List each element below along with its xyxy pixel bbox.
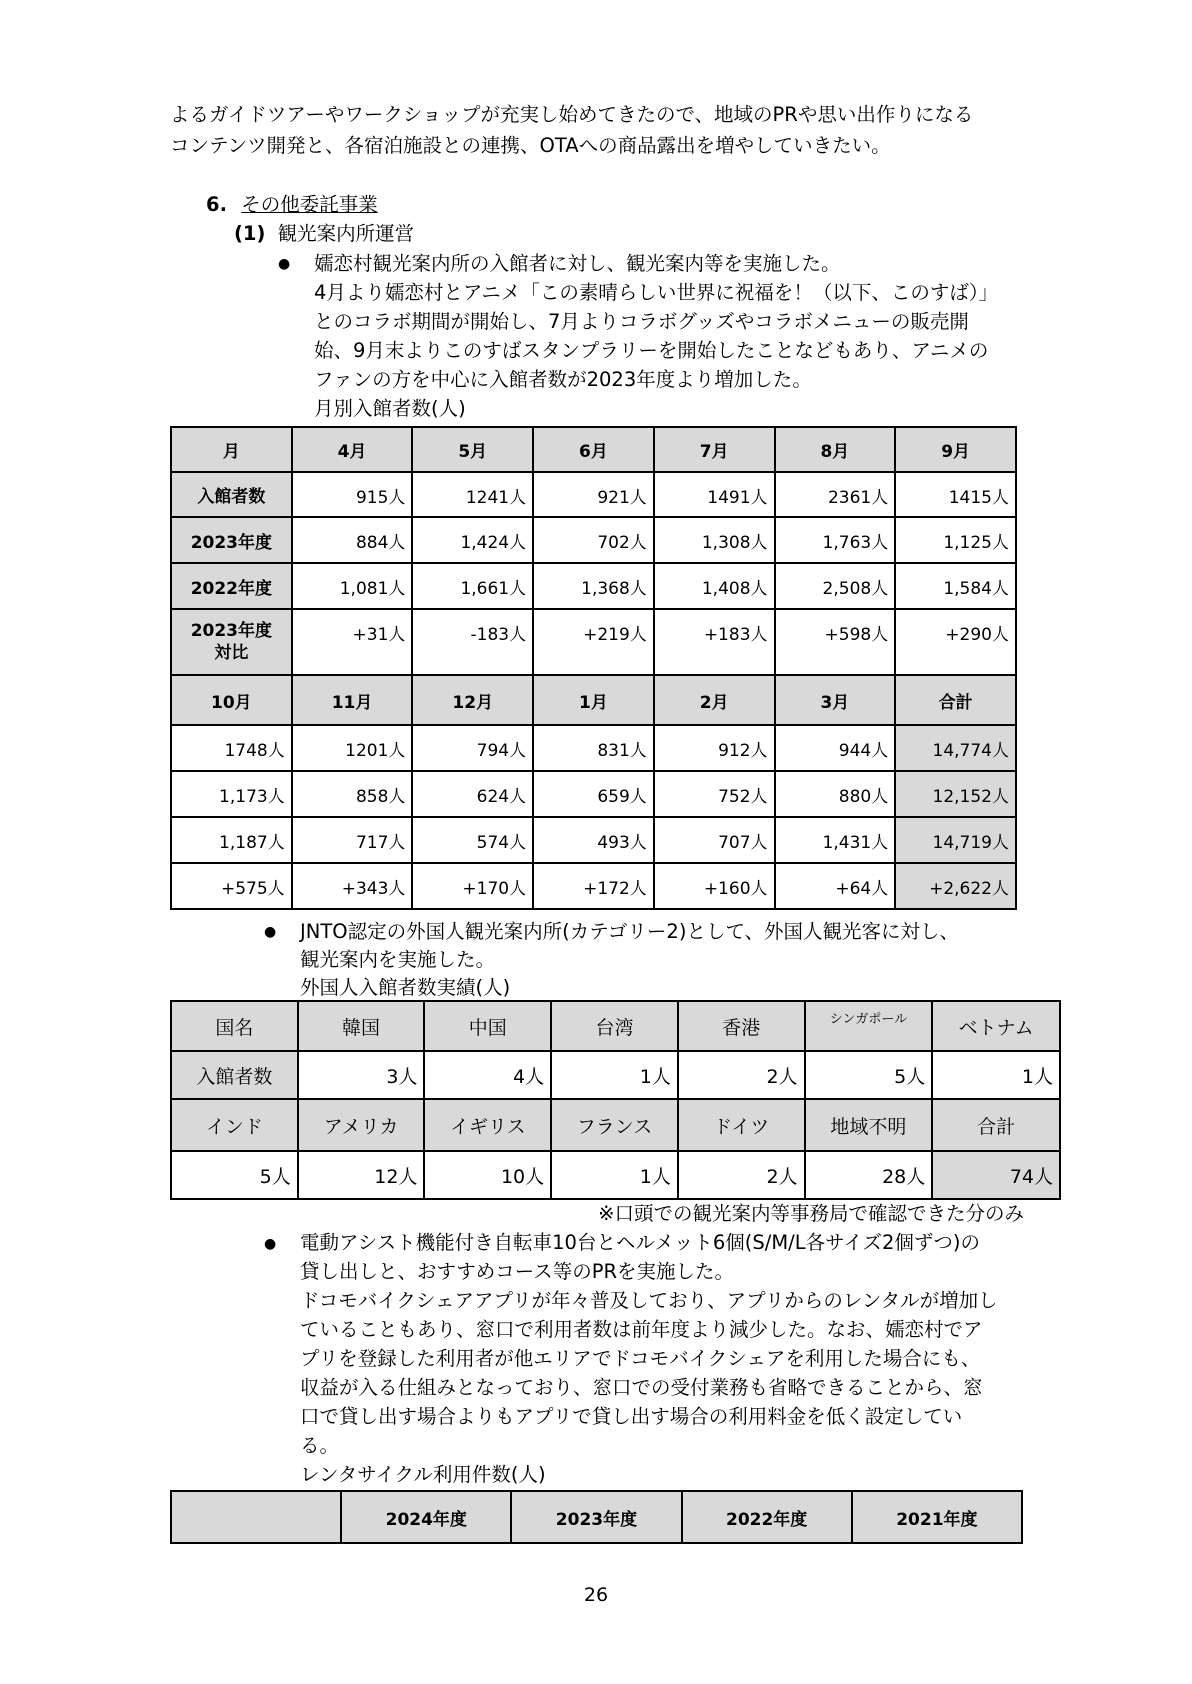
table-row [171, 1151, 1060, 1199]
table3-header-cell: 2023年度 [511, 1491, 681, 1543]
subsection-number: (1) [234, 222, 266, 245]
table-cell: 921人 [533, 472, 654, 517]
table-cell: +598人 [775, 609, 896, 675]
table-cell: 880人 [775, 771, 896, 817]
table2-header-cell: ベトナム [932, 1001, 1060, 1051]
table2-header-cell: インド [171, 1099, 298, 1151]
table-cell: 1,424人 [412, 517, 533, 563]
table2-header-cell: シンガポール [805, 1001, 933, 1051]
table1-caption: 月別入館者数(人) [314, 397, 466, 420]
b1-line-4: 始、9月末よりこのすばスタンプラリーを開始したことなどもあり、アニメの [314, 339, 989, 362]
table-row [171, 771, 1016, 817]
table-cell: 1,584人 [895, 563, 1016, 609]
table2-header-cell: フランス [551, 1099, 678, 1151]
b3-line-7: 口で貸し出す場合よりもアプリで貸し出す場合の利用料金を低く設定してい [300, 1405, 963, 1428]
b1-line-2: 4月より嬬恋村とアニメ「この素晴らしい世界に祝福を！（以下、このすば）」 [314, 281, 999, 304]
table3-header-cell: 2022年度 [682, 1491, 852, 1543]
table-cell: 574人 [412, 817, 533, 863]
table-cell: +290人 [895, 609, 1016, 675]
table-cell: 794人 [412, 725, 533, 771]
table-cell: 3人 [298, 1051, 425, 1099]
table-cell: 2人 [678, 1151, 805, 1199]
table-row [171, 563, 1016, 609]
table-cell: 1,661人 [412, 563, 533, 609]
row-label: 2023年度 対比 [171, 609, 292, 675]
table2-caption: 外国人入館者数実績(人) [300, 976, 511, 999]
table1-header-cell: 11月 [292, 675, 413, 725]
table-row [171, 863, 1016, 909]
total-cell: +2,622人 [895, 863, 1016, 909]
row-label: 2022年度 [171, 563, 292, 609]
table-cell: 493人 [533, 817, 654, 863]
b2-line-2: 観光案内を実施した。 [300, 948, 496, 971]
table2-note: ※口頭での観光案内等事務局で確認できた分のみ [598, 1202, 1024, 1225]
table2-header-cell: アメリカ [298, 1099, 425, 1151]
table2-header-cell: イギリス [424, 1099, 551, 1151]
row-label: 入館者数 [171, 1051, 298, 1099]
section-number: 6. [206, 193, 227, 216]
table-cell: 1748人 [171, 725, 292, 771]
table-cell: 659人 [533, 771, 654, 817]
table-row [171, 817, 1016, 863]
total-cell: 12,152人 [895, 771, 1016, 817]
table2-header-cell: 韓国 [298, 1001, 425, 1051]
table1-header-cell: 5月 [412, 427, 533, 472]
table1-header-cell: 9月 [895, 427, 1016, 472]
b3-line-6: 収益が入る仕組みとなっており、窓口での受付業務も省略できることから、窓 [300, 1376, 983, 1399]
b3-line-5: プリを登録した利用者が他エリアでドコモバイクシェアを利用した場合にも、 [300, 1347, 981, 1370]
bullet-3: ● [264, 1236, 277, 1252]
table-cell: 912人 [654, 725, 775, 771]
table-cell: 5人 [805, 1051, 933, 1099]
table-cell: 1,173人 [171, 771, 292, 817]
table-cell: 752人 [654, 771, 775, 817]
table-cell: 1415人 [895, 472, 1016, 517]
section-heading [206, 190, 378, 219]
table-cell: +31人 [292, 609, 413, 675]
total-cell: 14,719人 [895, 817, 1016, 863]
table-cell: 717人 [292, 817, 413, 863]
b3-line-4: ていることもあり、窓口で利用者数は前年度より減少した。なお、嬬恋村でア [300, 1318, 983, 1341]
table2-header-cell: 地域不明 [805, 1099, 933, 1151]
table2-header-cell: 合計 [932, 1099, 1060, 1151]
table-cell: -183人 [412, 609, 533, 675]
row-label: 入館者数 [171, 472, 292, 517]
table-cell: +160人 [654, 863, 775, 909]
table3-header-cell [171, 1491, 341, 1543]
table-row [171, 725, 1016, 771]
table-row [171, 1051, 1060, 1099]
subsection-title: 観光案内所運営 [277, 222, 415, 245]
table2-header-cell: ドイツ [678, 1099, 805, 1151]
row-label: 2023年度 [171, 517, 292, 563]
table-row [171, 609, 1016, 675]
subsection-heading [234, 219, 414, 248]
table-cell: +219人 [533, 609, 654, 675]
table-cell: 4人 [424, 1051, 551, 1099]
table-cell: 1241人 [412, 472, 533, 517]
table-cell: 2361人 [775, 472, 896, 517]
table3-caption: レンタサイクル利用件数(人) [300, 1463, 546, 1486]
table-cell: 28人 [805, 1151, 933, 1199]
table1-header-cell: 3月 [775, 675, 896, 725]
table-cell: 1,408人 [654, 563, 775, 609]
table-cell: +172人 [533, 863, 654, 909]
b1-line-1: 嬬恋村観光案内所の入館者に対し、観光案内等を実施した。 [314, 252, 841, 275]
total-cell: 14,774人 [895, 725, 1016, 771]
table-row [171, 517, 1016, 563]
page-number: 26 [583, 1584, 609, 1606]
table1-header-row-2 [171, 675, 1016, 725]
monthly-visitors-table [170, 426, 1017, 910]
table2-header-row [171, 1001, 1060, 1051]
table-cell: 884人 [292, 517, 413, 563]
table-cell: 915人 [292, 472, 413, 517]
table1-header-cell: 7月 [654, 427, 775, 472]
table-cell: 1,763人 [775, 517, 896, 563]
table2-header-row-2 [171, 1099, 1060, 1151]
bullet-1: ● [278, 256, 291, 272]
table-cell: 1491人 [654, 472, 775, 517]
table-cell: 2人 [678, 1051, 805, 1099]
table-cell: 1,187人 [171, 817, 292, 863]
table-cell: 944人 [775, 725, 896, 771]
b2-line-1: JNTO認定の外国人観光案内所(カテゴリー2)として、外国人観光客に対し、 [300, 920, 960, 943]
table-cell: 1人 [932, 1051, 1060, 1099]
table-cell: +64人 [775, 863, 896, 909]
b3-line-1: 電動アシスト機能付き自転車10台とヘルメット6個(S/M/L各サイズ2個ずつ)の [300, 1231, 981, 1254]
table2-header-cell: 香港 [678, 1001, 805, 1051]
table-cell: 1人 [551, 1151, 678, 1199]
table-cell: 2,508人 [775, 563, 896, 609]
table1-header-cell: 8月 [775, 427, 896, 472]
table1-header-cell: 6月 [533, 427, 654, 472]
rental-cycle-table [170, 1490, 1023, 1544]
table2-header-cell: 中国 [424, 1001, 551, 1051]
table-cell: 707人 [654, 817, 775, 863]
bullet-2: ● [264, 924, 277, 940]
table3-header-cell: 2021年度 [852, 1491, 1022, 1543]
table-cell: 1人 [551, 1051, 678, 1099]
table-cell: 5人 [171, 1151, 298, 1199]
table-cell: 10人 [424, 1151, 551, 1199]
section-title: その他委託事業 [241, 193, 378, 216]
table-cell: 831人 [533, 725, 654, 771]
intro-line-1: よるガイドツアーやワークショップが充実し始めてきたので、地域のPRや思い出作りになる [170, 103, 974, 126]
table-cell: +343人 [292, 863, 413, 909]
table1-header-cell: 1月 [533, 675, 654, 725]
foreign-visitors-table [170, 1000, 1061, 1200]
table-cell: 1,125人 [895, 517, 1016, 563]
table-cell: +183人 [654, 609, 775, 675]
table-cell: 12人 [298, 1151, 425, 1199]
b3-line-8: る。 [300, 1434, 340, 1457]
table1-header-cell: 2月 [654, 675, 775, 725]
b3-line-2: 貸し出しと、おすすめコース等のPRを実施した。 [300, 1260, 735, 1283]
table1-header-cell: 合計 [895, 675, 1016, 725]
total-cell: 74人 [932, 1151, 1060, 1199]
table1-header-cell: 4月 [292, 427, 413, 472]
table-cell: +575人 [171, 863, 292, 909]
table1-header-cell: 12月 [412, 675, 533, 725]
table-cell: 1,308人 [654, 517, 775, 563]
table-row [171, 472, 1016, 517]
table3-header-cell: 2024年度 [341, 1491, 511, 1543]
b1-line-5: ファンの方を中心に入館者数が2023年度より増加した。 [314, 368, 812, 391]
table-cell: 1,081人 [292, 563, 413, 609]
table1-header-row [171, 427, 1016, 472]
b3-line-3: ドコモバイクシェアアプリが年々普及しており、アプリからのレンタルが増加し [300, 1289, 998, 1312]
table1-header-cell: 10月 [171, 675, 292, 725]
table-cell: 624人 [412, 771, 533, 817]
table-cell: 858人 [292, 771, 413, 817]
table-cell: 1,431人 [775, 817, 896, 863]
table-cell: 1,368人 [533, 563, 654, 609]
table2-header-cell: 国名 [171, 1001, 298, 1051]
b1-line-3: とのコラボ期間が開始し、7月よりコラボグッズやコラボメニューの販売開 [314, 310, 969, 333]
table3-header-row [171, 1491, 1022, 1543]
table-cell: +170人 [412, 863, 533, 909]
table-cell: 1201人 [292, 725, 413, 771]
table1-header-cell: 月 [171, 427, 292, 472]
table2-header-cell: 台湾 [551, 1001, 678, 1051]
table-cell: 702人 [533, 517, 654, 563]
intro-line-2: コンテンツ開発と、各宿泊施設との連携、OTAへの商品露出を増やしていきたい。 [170, 134, 891, 157]
